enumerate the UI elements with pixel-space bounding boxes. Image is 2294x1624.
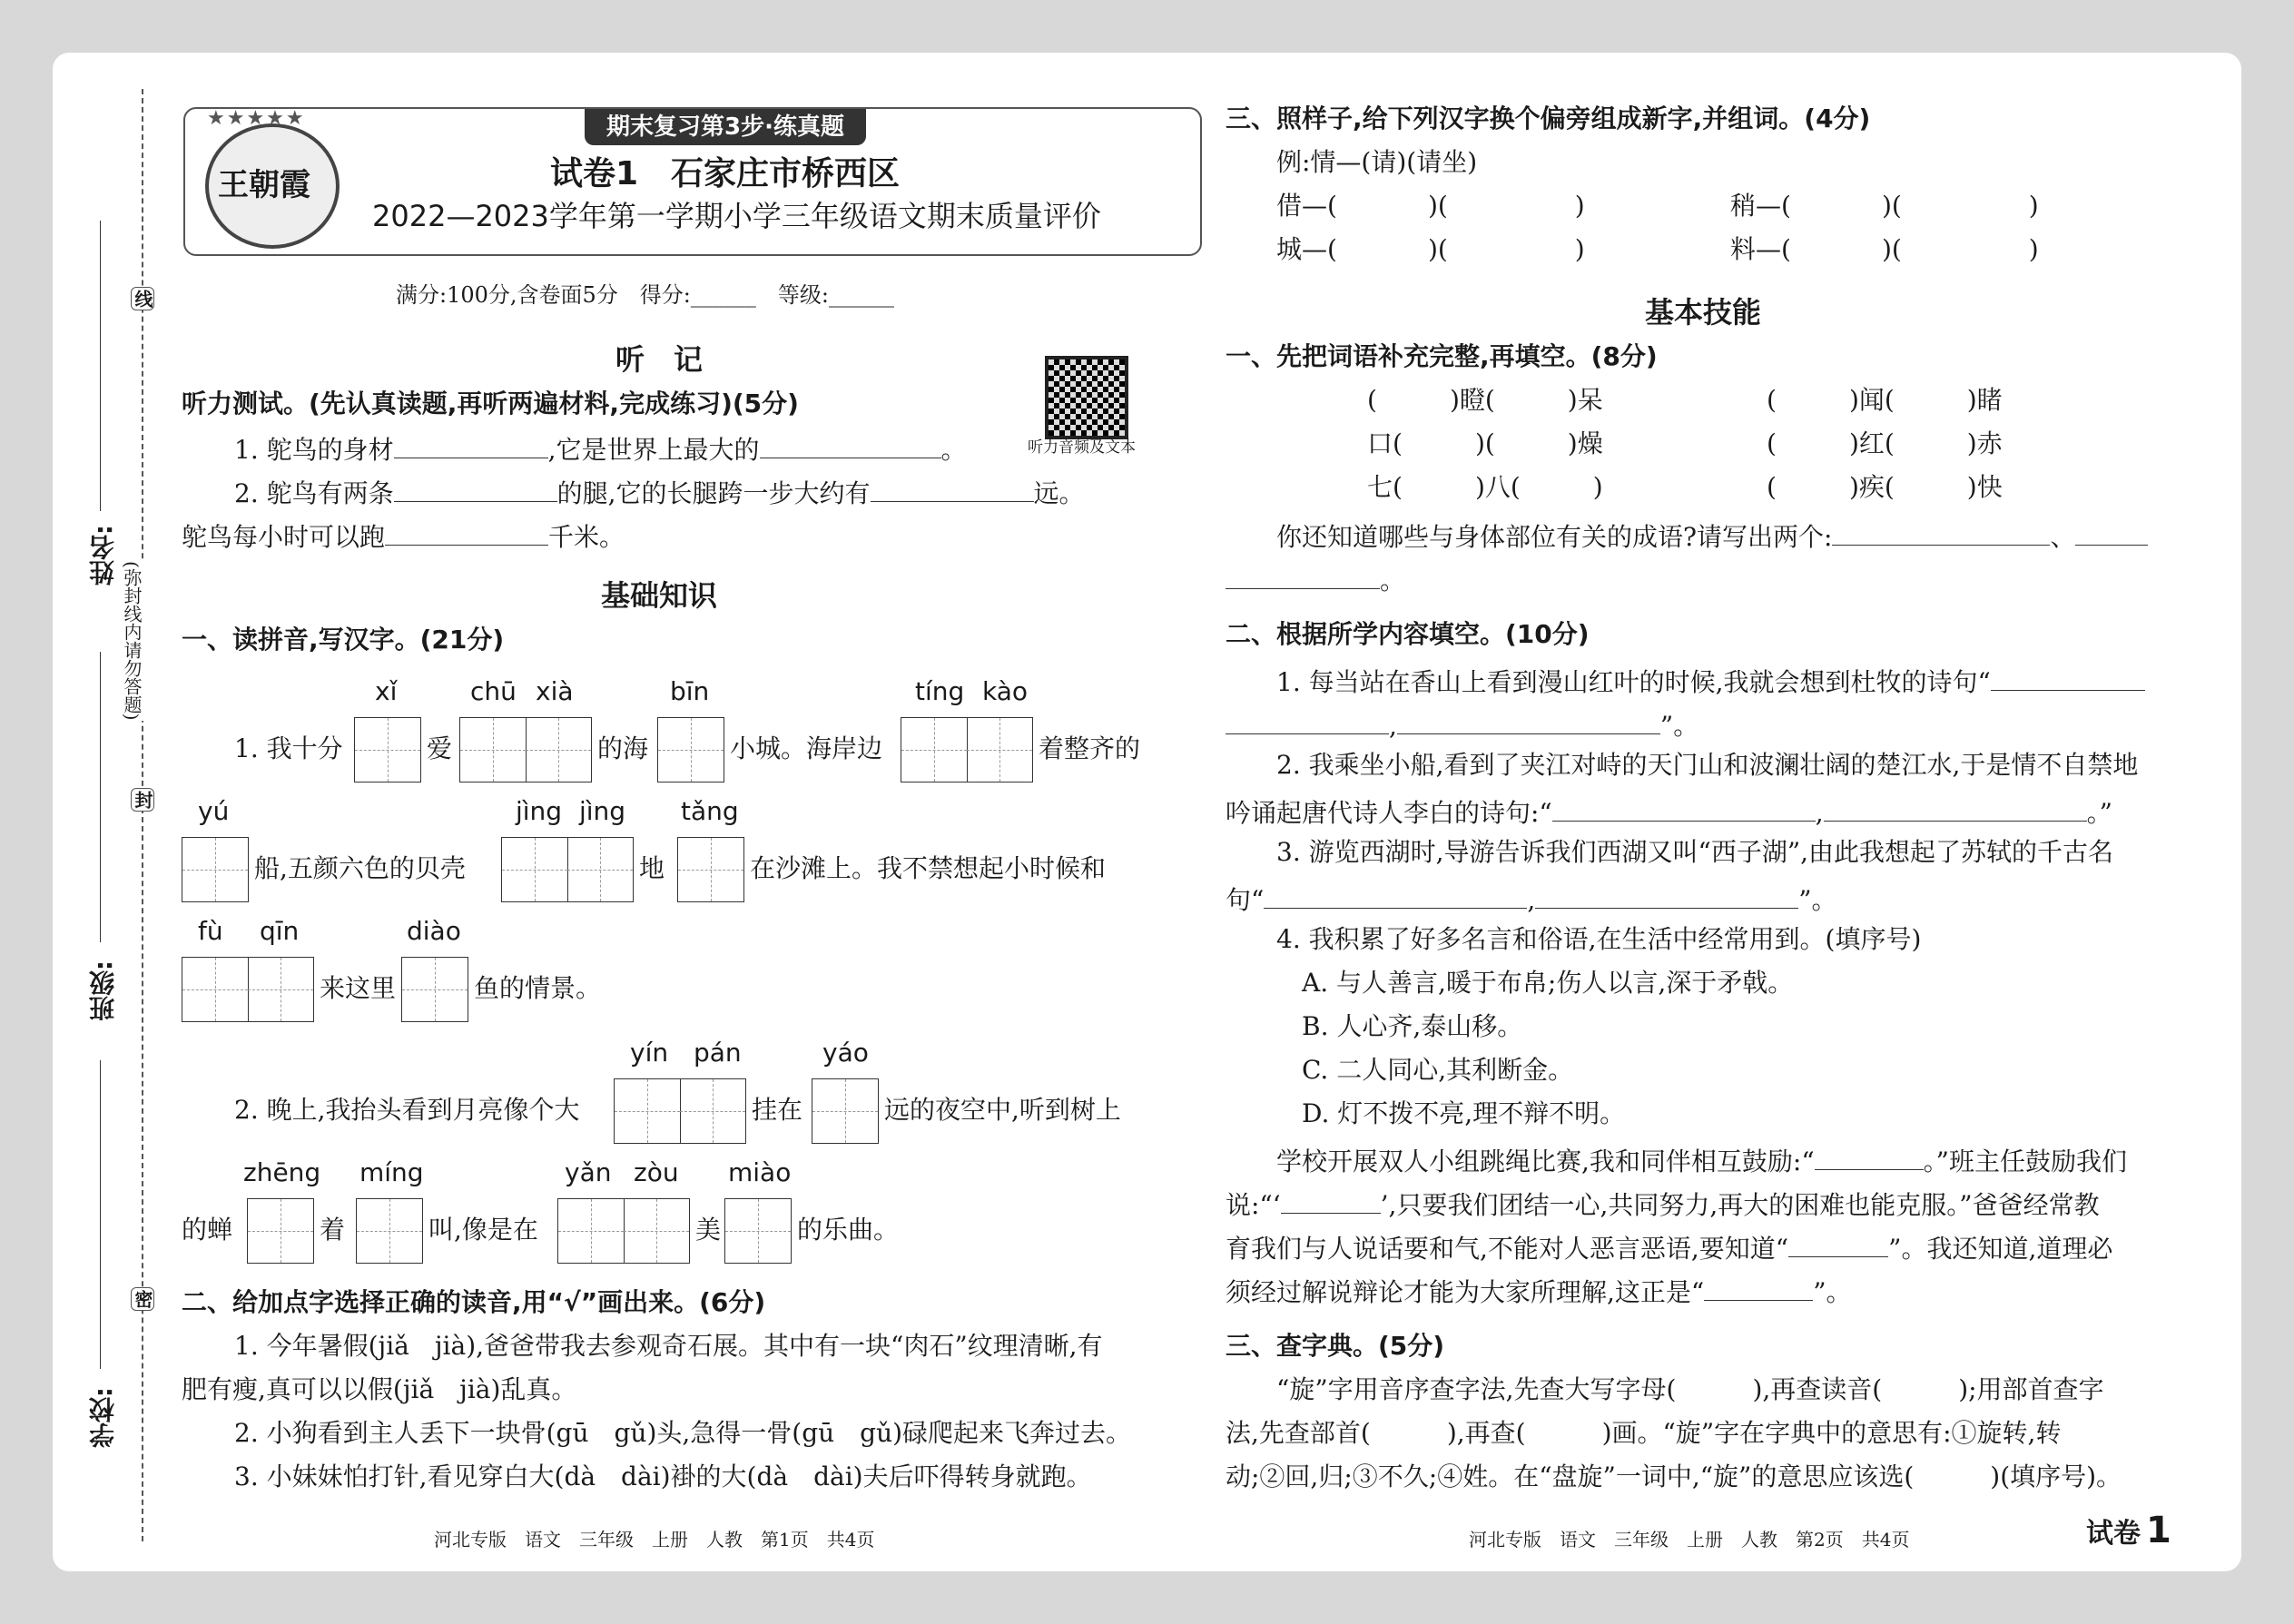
pinyin: zòu bbox=[634, 1157, 679, 1187]
pinyin: pán bbox=[694, 1038, 742, 1068]
pinyin: jìng bbox=[516, 796, 563, 826]
exam-title: 试卷1 石家庄市桥西区 bbox=[550, 155, 901, 192]
exam-sheet bbox=[53, 53, 2241, 1571]
q1-text: 挂在 bbox=[752, 1095, 803, 1125]
s2-option: D. 灯不拨不亮,理不辩不明。 bbox=[1302, 1098, 1626, 1128]
q1-text: 爱 bbox=[427, 733, 453, 763]
left-footer: 河北专版 语文 三年级 上册 人教 第1页 共4页 bbox=[434, 1529, 875, 1550]
pinyin: míng bbox=[359, 1157, 424, 1187]
brand-logo bbox=[205, 123, 340, 249]
seal-char-mi: 密 bbox=[131, 1287, 154, 1311]
q1-text: 1. 我十分 bbox=[234, 733, 343, 763]
s2-line-cont: , ”。 bbox=[1226, 706, 1698, 742]
q1-text: 的乐曲。 bbox=[797, 1215, 900, 1245]
qr-caption: 听力音频及文本 bbox=[1028, 438, 1136, 457]
pinyin: fù bbox=[198, 916, 223, 946]
q2-line: 1. 今年暑假(jiǎ jià),爸爸带我去参观奇石展。其中有一块“肉石”纹理清晰,有 bbox=[234, 1331, 1103, 1361]
char-box[interactable] bbox=[677, 837, 744, 902]
pinyin: tǎng bbox=[681, 796, 739, 826]
pinyin: kào bbox=[982, 676, 1029, 706]
s2-line: 1. 每当站在香山上看到漫山红叶的时候,我就会想到杜牧的诗句“ bbox=[1276, 663, 2145, 698]
pinyin: tíng bbox=[915, 676, 965, 706]
listening-intro: 听力测试。(先认真读题,再听两遍材料,完成练习)(5分) bbox=[182, 389, 799, 418]
s3-title: 三、查字典。(5分) bbox=[1226, 1331, 1445, 1361]
pinyin: diào bbox=[407, 916, 461, 946]
s1-row: ( )瞪( )呆 bbox=[1367, 385, 1603, 415]
s2-line: 句“ , ”。 bbox=[1226, 881, 1837, 916]
char-box[interactable] bbox=[657, 717, 724, 782]
listening-q2: 2. 鸵鸟有两条 的腿,它的长腿跨一步大约有 远。 bbox=[234, 474, 1085, 509]
q3-row: 料—( )( ) bbox=[1730, 234, 2039, 264]
s2-line: 3. 游览西湖时,导游告诉我们西湖又叫“西子湖”,由此我想起了苏轼的千古名 bbox=[1276, 837, 2114, 867]
q1-text: 地 bbox=[639, 853, 665, 883]
pinyin: yú bbox=[198, 796, 230, 826]
seal-char-xian: 线 bbox=[131, 287, 154, 310]
pinyin: bīn bbox=[670, 676, 710, 706]
q1-text: 船,五颜六色的贝壳 bbox=[254, 853, 466, 883]
s2-option: A. 与人善言,暖于布帛;伤人以言,深于矛戟。 bbox=[1302, 968, 1794, 998]
q1-title: 一、读拼音,写汉字。(21分) bbox=[182, 625, 505, 655]
qr-code bbox=[1045, 356, 1128, 439]
s2-line: 吟诵起唐代诗人李白的诗句:“ , 。” bbox=[1226, 793, 2112, 829]
char-box[interactable] bbox=[356, 1198, 423, 1264]
q1-text: 的海 bbox=[597, 733, 649, 763]
skills-heading: 基本技能 bbox=[1645, 295, 1762, 330]
brand-logo-text: 王朝霞 bbox=[218, 167, 310, 203]
right-footer: 河北专版 语文 三年级 上册 人教 第2页 共4页 bbox=[1469, 1529, 1910, 1550]
char-box[interactable] bbox=[557, 1198, 690, 1264]
s1-row: ( )疾( )快 bbox=[1767, 472, 2003, 502]
score-line: 满分:100分,含卷面5分 得分:______ 等级:______ bbox=[396, 282, 894, 308]
q1-text: 来这里 bbox=[320, 973, 397, 1003]
pinyin: chū bbox=[470, 676, 517, 706]
paper-label: 试卷 1 bbox=[2086, 1510, 2171, 1551]
listening-q1: 1. 鸵鸟的身材 ,它是世界上最大的 。 bbox=[234, 430, 967, 466]
char-box[interactable] bbox=[724, 1198, 792, 1264]
class-field[interactable] bbox=[100, 652, 101, 942]
logo-stars: ★★★★★ bbox=[207, 107, 306, 130]
q1-text: 在沙滩上。我不禁想起小时候和 bbox=[750, 853, 1107, 883]
exam-subtitle: 2022—2023学年第一学期小学三年级语文期末质量评价 bbox=[372, 199, 1101, 233]
s1-question: 你还知道哪些与身体部位有关的成语?请写出两个: 、 bbox=[1276, 517, 2148, 553]
s2-option: B. 人心齐,泰山移。 bbox=[1302, 1011, 1523, 1041]
q2-line: 2. 小狗看到主人丢下一块骨(gū gǔ)头,急得一骨(gū gǔ)碌爬起来飞奔过去。 bbox=[234, 1418, 1132, 1448]
s2-para: 须经过解说辩论才能为大家所理解,这正是“ ”。 bbox=[1226, 1273, 1852, 1308]
pinyin: qīn bbox=[260, 916, 300, 946]
char-box[interactable] bbox=[501, 837, 634, 902]
name-label: 姓名: bbox=[88, 525, 118, 586]
listening-heading: 听 记 bbox=[615, 342, 704, 377]
step-label: 期末复习第3步·练真题 bbox=[585, 109, 866, 145]
s1-row: ( )红( )赤 bbox=[1767, 428, 2003, 458]
q1-text: 的蝉 bbox=[182, 1215, 233, 1245]
q3-example: 例:情—(请)(请坐) bbox=[1276, 147, 1478, 177]
s2-para: 育我们与人说话要和气,不能对人恶言恶语,要知道“ ”。我还知道,道理必 bbox=[1226, 1229, 2112, 1265]
s1-row: 口( )( )燥 bbox=[1367, 428, 1603, 458]
s1-title: 一、先把词语补充完整,再填空。(8分) bbox=[1226, 341, 1658, 371]
s2-title: 二、根据所学内容填空。(10分) bbox=[1226, 619, 1590, 649]
pinyin: miào bbox=[728, 1157, 792, 1187]
s3-line: 动;②回,归;③不久;④姓。在“盘旋”一词中,“旋”的意思应该选( )(填序号)。 bbox=[1226, 1462, 2122, 1491]
s1-row: 七( )八( ) bbox=[1367, 472, 1603, 502]
seal-notice: (弥封线内请勿答题) bbox=[121, 561, 143, 721]
pinyin: yín bbox=[630, 1038, 669, 1068]
pinyin: xǐ bbox=[375, 676, 398, 706]
q1-text: 远的夜空中,听到树上 bbox=[884, 1095, 1121, 1125]
name-field[interactable] bbox=[100, 221, 101, 511]
pinyin: xià bbox=[536, 676, 574, 706]
pinyin: jìng bbox=[579, 796, 626, 826]
s2-para: 学校开展双人小组跳绳比赛,我和同伴相互鼓励:“ 。”班主任鼓励我们 bbox=[1276, 1142, 2127, 1177]
s1-question-cont: 。 bbox=[1226, 561, 1405, 596]
class-label: 班级: bbox=[88, 960, 118, 1022]
s2-para: 说:“‘ ’,只要我们团结一心,共同努力,再大的困难也能克服。”爸爸经常教 bbox=[1226, 1186, 2100, 1221]
q3-row: 稍—( )( ) bbox=[1730, 191, 2039, 221]
q2-title: 二、给加点字选择正确的读音,用“√”画出来。(6分) bbox=[182, 1287, 766, 1317]
q3-row: 城—( )( ) bbox=[1276, 234, 1585, 264]
char-box[interactable] bbox=[182, 957, 314, 1022]
q1-text: 美 bbox=[695, 1215, 722, 1245]
q2-line: 3. 小妹妹怕打针,看见穿白大(dà dài)褂的大(dà dài)夫后吓得转身就跑。 bbox=[234, 1462, 1092, 1491]
char-box[interactable] bbox=[401, 957, 468, 1022]
s2-line: 4. 我积累了好多名言和俗语,在生活中经常用到。(填序号) bbox=[1276, 924, 1922, 954]
q3-title: 三、照样子,给下列汉字换个偏旁组成新字,并组词。(4分) bbox=[1226, 103, 1871, 133]
school-field[interactable] bbox=[100, 1060, 101, 1369]
s2-option: C. 二人同心,其利断金。 bbox=[1302, 1055, 1574, 1085]
school-label: 学校: bbox=[88, 1387, 118, 1449]
listening-q3: 鸵鸟每小时可以跑 千米。 bbox=[182, 517, 625, 553]
s3-line: “旋”字用音序查字法,先查大写字母( ),再查读音( );用部首查字 bbox=[1276, 1374, 2104, 1404]
s2-line: 2. 我乘坐小船,看到了夹江对峙的天门山和波澜壮阔的楚江水,于是情不自禁地 bbox=[1276, 750, 2139, 780]
basics-heading: 基础知识 bbox=[601, 578, 718, 613]
pinyin: yǎn bbox=[565, 1157, 612, 1187]
s3-line: 法,先查部首( ),再查( )画。“旋”字在字典中的意思有:①旋转,转 bbox=[1226, 1418, 2062, 1448]
q3-row: 借—( )( ) bbox=[1276, 191, 1585, 221]
char-box[interactable] bbox=[459, 717, 592, 782]
q1-text: 叫,像是在 bbox=[428, 1215, 538, 1245]
q1-text: 着整齐的 bbox=[1039, 733, 1141, 763]
seal-char-feng: 封 bbox=[131, 788, 154, 812]
char-box[interactable] bbox=[812, 1078, 879, 1144]
char-box[interactable] bbox=[247, 1198, 314, 1264]
char-box[interactable] bbox=[901, 717, 1033, 782]
q1-text: 2. 晚上,我抬头看到月亮像个大 bbox=[234, 1095, 580, 1125]
char-box[interactable] bbox=[182, 837, 249, 902]
char-box[interactable] bbox=[614, 1078, 746, 1144]
q2-line: 肥有瘦,真可以以假(jiǎ jià)乱真。 bbox=[182, 1374, 577, 1404]
pinyin: yáo bbox=[822, 1038, 869, 1068]
char-box[interactable] bbox=[354, 717, 421, 782]
q1-text: 小城。海岸边 bbox=[730, 733, 883, 763]
q1-text: 着 bbox=[320, 1215, 346, 1245]
s1-row: ( )闻( )睹 bbox=[1767, 385, 2003, 415]
q1-text: 鱼的情景。 bbox=[474, 973, 602, 1003]
pinyin: zhēng bbox=[243, 1157, 321, 1187]
